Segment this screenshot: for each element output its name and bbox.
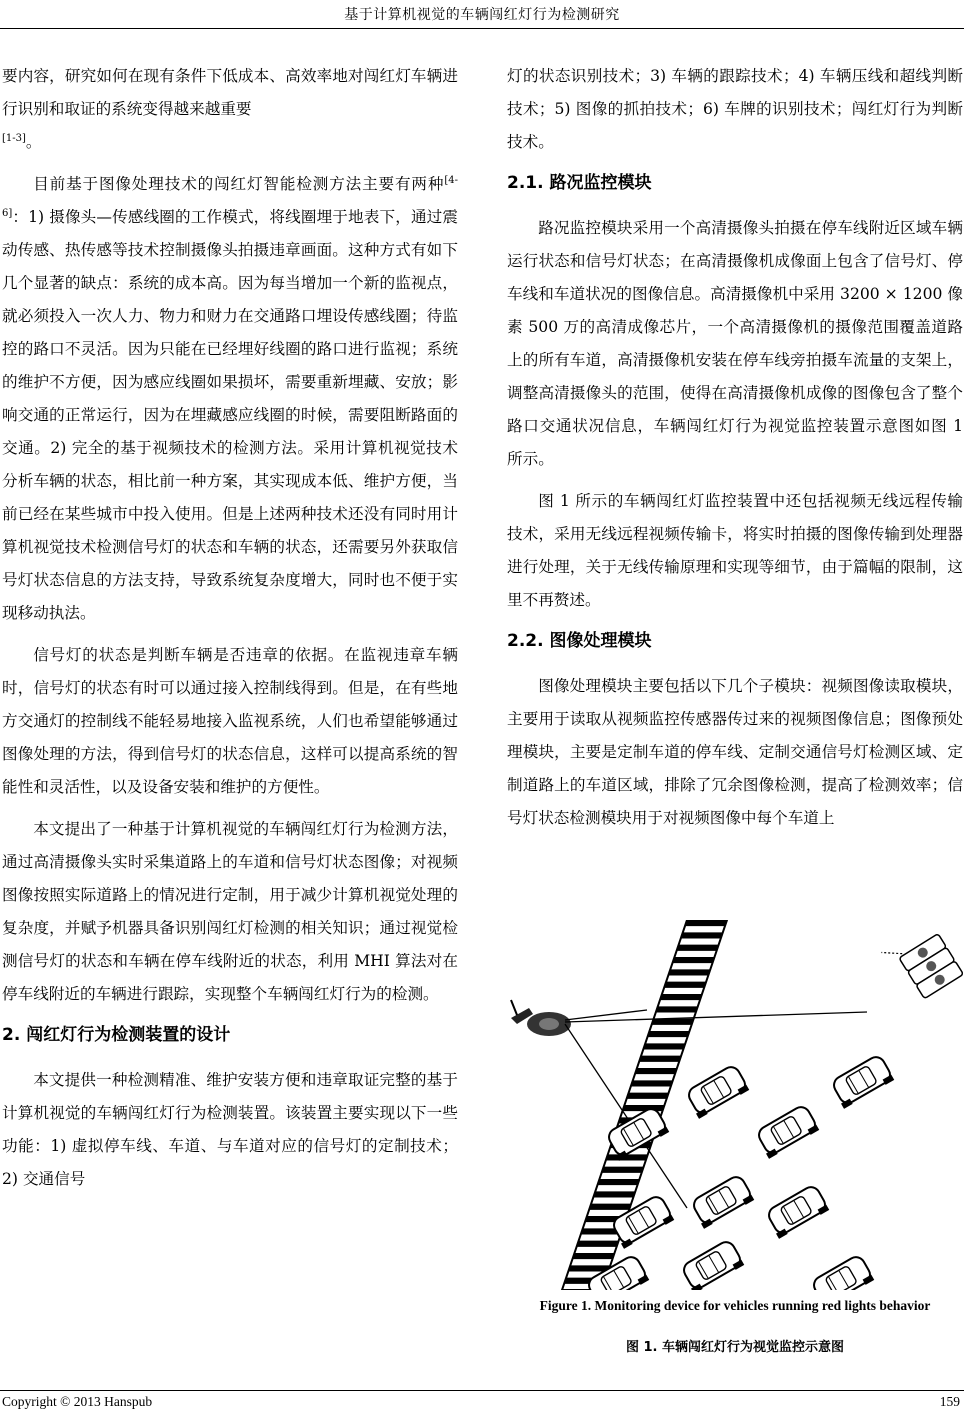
paragraph-text: 。 bbox=[25, 133, 42, 151]
figure-caption-en: Figure 1. Monitoring device for vehicles running red lights behavior bbox=[539, 1298, 931, 1313]
copyright: Copyright © 2013 Hanspub bbox=[2, 1394, 153, 1409]
crosswalk-stripe bbox=[622, 1105, 664, 1111]
paragraph: 图 1 所示的车辆闯红灯监控装置中还包括视频无线远程传输技术，采用无线远程视频传输卡，将实时拍摄的图像传输到处理器进行处理，关于无线传输原理和实现等细节，由于篇幅的限制，这里不再赘述。 bbox=[507, 492, 963, 609]
car-icon bbox=[689, 1174, 754, 1229]
section-heading: 2.2. 图像处理模块 bbox=[507, 631, 652, 651]
crosswalk-stripe bbox=[589, 1204, 631, 1210]
crosswalk-stripe bbox=[664, 982, 706, 988]
crosswalk-stripe bbox=[643, 1043, 685, 1049]
paragraph-text: 要内容，研究如何在现有条件下低成本、高效率地对闯红灯车辆进行识别和取证的系统变得越来越重要 bbox=[2, 67, 458, 118]
running-head: 基于计算机视觉的车辆闯红灯行为检测研究 bbox=[344, 7, 620, 23]
header-rule bbox=[0, 28, 964, 29]
citation: [1-3] bbox=[2, 132, 26, 144]
left-column bbox=[2, 60, 458, 1205]
footer-rule bbox=[0, 1390, 964, 1391]
citation: [4-6] bbox=[2, 174, 458, 219]
car-icon bbox=[754, 1104, 819, 1159]
paragraph-text: 目前基于图像处理技术的闯红灯智能检测方法主要有两种 bbox=[33, 175, 445, 193]
camera-icon bbox=[511, 1000, 571, 1036]
paragraph: 本文提出了一种基于计算机视觉的车辆闯红灯行为检测方法，通过高清摄像头实时采集道路上的车道和信号灯状态图像；对视频图像按照实际道路上的情况进行定制，用于减少计算机视觉处理的复杂度，并赋予机器具备识别闯红灯检测的相关知识；通过视觉检测信号灯的状态和车辆在停车线附近的状态，利用 MHI 算法对在停车线附近的车辆进行跟踪，实现整个车辆闯红灯行为的检测。 bbox=[2, 820, 458, 1003]
paragraph-text: ：1) 摄像头—传感线圈的工作模式，将线圈埋于地表下，通过震动传感、热传感等技术控制摄像头拍摄违章画面。这种方式有如下几个显著的缺点：系统的成本高。因为每当增加一个新的监视点，就必须投入一次人力、物力和财力在交通路口埋设传感线圈；待监控的路口不灵活。因为只能在已经埋好线圈的路口进行监视；系统的维护不方便，因为感应线圈如果损坏，需要重新埋藏、安放；影响交通的正常运行，因为在埋藏感应线圈的时候，需要阻断路面的交通。2) 完全的基于视频技术的检测方法。采用计算机视觉技术分析车辆的状态，相比前一种方案，其实现成本低、维护方便，当前已经在某些城市中投入使用。但是上述两种技术还没有同时用计算机视觉技术检测信号灯的状态和车辆的状态，还需要另外获取信号灯状态信息的方法支持，导致系统复杂度增大，同时也不便于实现移动执法。 bbox=[2, 208, 458, 622]
crosswalk-stripe bbox=[597, 1179, 639, 1185]
car-icon bbox=[679, 1239, 744, 1290]
figure-caption-zh: 图 1. 车辆闯红灯行为视觉监控示意图 bbox=[625, 1340, 845, 1355]
car-icon bbox=[764, 1184, 829, 1239]
crosswalk-stripe bbox=[627, 1093, 669, 1099]
crosswalk-stripe bbox=[647, 1031, 689, 1037]
crosswalk-stripe bbox=[652, 1019, 694, 1025]
car-icon bbox=[829, 1054, 894, 1109]
paragraph bbox=[2, 60, 458, 159]
crosswalk-stripe bbox=[681, 932, 723, 938]
crosswalk-stripe bbox=[635, 1068, 677, 1074]
crosswalk-stripe bbox=[631, 1080, 673, 1086]
crosswalk-stripe bbox=[639, 1056, 681, 1062]
paragraph: 信号灯的状态是判断车辆是否违章的依据。在监视违章车辆时，信号灯的状态有时可以通过接入控制线得到。但是，在有些地方交通灯的控制线不能轻易地接入监视系统，人们也希望能够通过图像处理的方法，得到信号灯的状态信息，这样可以提高系统的智能性和灵活性，以及设备安装和维护的方便性。 bbox=[2, 646, 458, 796]
crosswalk-stripe bbox=[660, 994, 702, 1000]
crosswalk-stripe bbox=[602, 1167, 644, 1173]
crosswalk-stripe bbox=[593, 1191, 635, 1197]
crosswalk-stripe bbox=[685, 920, 727, 926]
car-icon bbox=[809, 1254, 874, 1290]
paragraph: 图像处理模块主要包括以下几个子模块：视频图像读取模块，主要用于读取从视频监控传感器传过来的视频图像信息；图像预处理模块，主要是定制车道的停车线、定制交通信号灯检测区域、定制道路上的车道区域，排除了冗余图像检测，提高了检测效率；信号灯状态检测模块用于对视频图像中每个车道上 bbox=[507, 677, 963, 827]
paragraph: 路况监控模块采用一个高清摄像头拍摄在停车线附近区域车辆运行状态和信号灯状态；在高清摄像机成像面上包含了信号灯、停车线和车道状况的图像信息。高清摄像机中采用 3200 × 1200 像素 500 万的高清成像芯片，一个高清摄像机的摄像范围覆盖道路上的所有车道，高清摄像机安装在停车线旁拍摄车流量的支架上，调整高清摄像头的范围，使得在高清摄像机成像的图像包含了整个路口交通状况信息，车辆闯红灯行为视觉监控装置示意图如图 1 所示。 bbox=[507, 219, 963, 468]
crosswalk-stripe bbox=[677, 945, 719, 951]
paragraph: 灯的状态识别技术；3) 车辆的跟踪技术；4) 车辆压线和超线判断技术；5) 图像的抓拍技术；6) 车牌的识别技术；闯红灯行为判断技术。 bbox=[507, 67, 963, 151]
crosswalk-stripe bbox=[572, 1253, 614, 1259]
page-number: 159 bbox=[939, 1394, 960, 1409]
figure-1 bbox=[507, 920, 963, 1290]
car-icon bbox=[684, 1064, 749, 1119]
paragraph: 本文提供一种检测精准、维护安装方便和违章取证完整的基于计算机视觉的车辆闯红灯行为检测装置。该装置主要实现以下一些功能：1) 虚拟停车线、车道、与车道对应的信号灯的定制技术；2) 交通信号 bbox=[2, 1071, 458, 1188]
right-column bbox=[507, 60, 963, 844]
section-heading: 2.1. 路况监控模块 bbox=[507, 173, 652, 193]
crosswalk-stripe bbox=[668, 969, 710, 975]
paragraph bbox=[2, 168, 458, 630]
crosswalk-stripe bbox=[672, 957, 714, 963]
crosswalk-stripe bbox=[577, 1241, 619, 1247]
traffic-light-icon bbox=[881, 922, 963, 1005]
crosswalk-stripe bbox=[656, 1006, 698, 1012]
monitoring-diagram bbox=[507, 920, 963, 1290]
section-heading: 2. 闯红灯行为检测装置的设计 bbox=[2, 1025, 231, 1045]
